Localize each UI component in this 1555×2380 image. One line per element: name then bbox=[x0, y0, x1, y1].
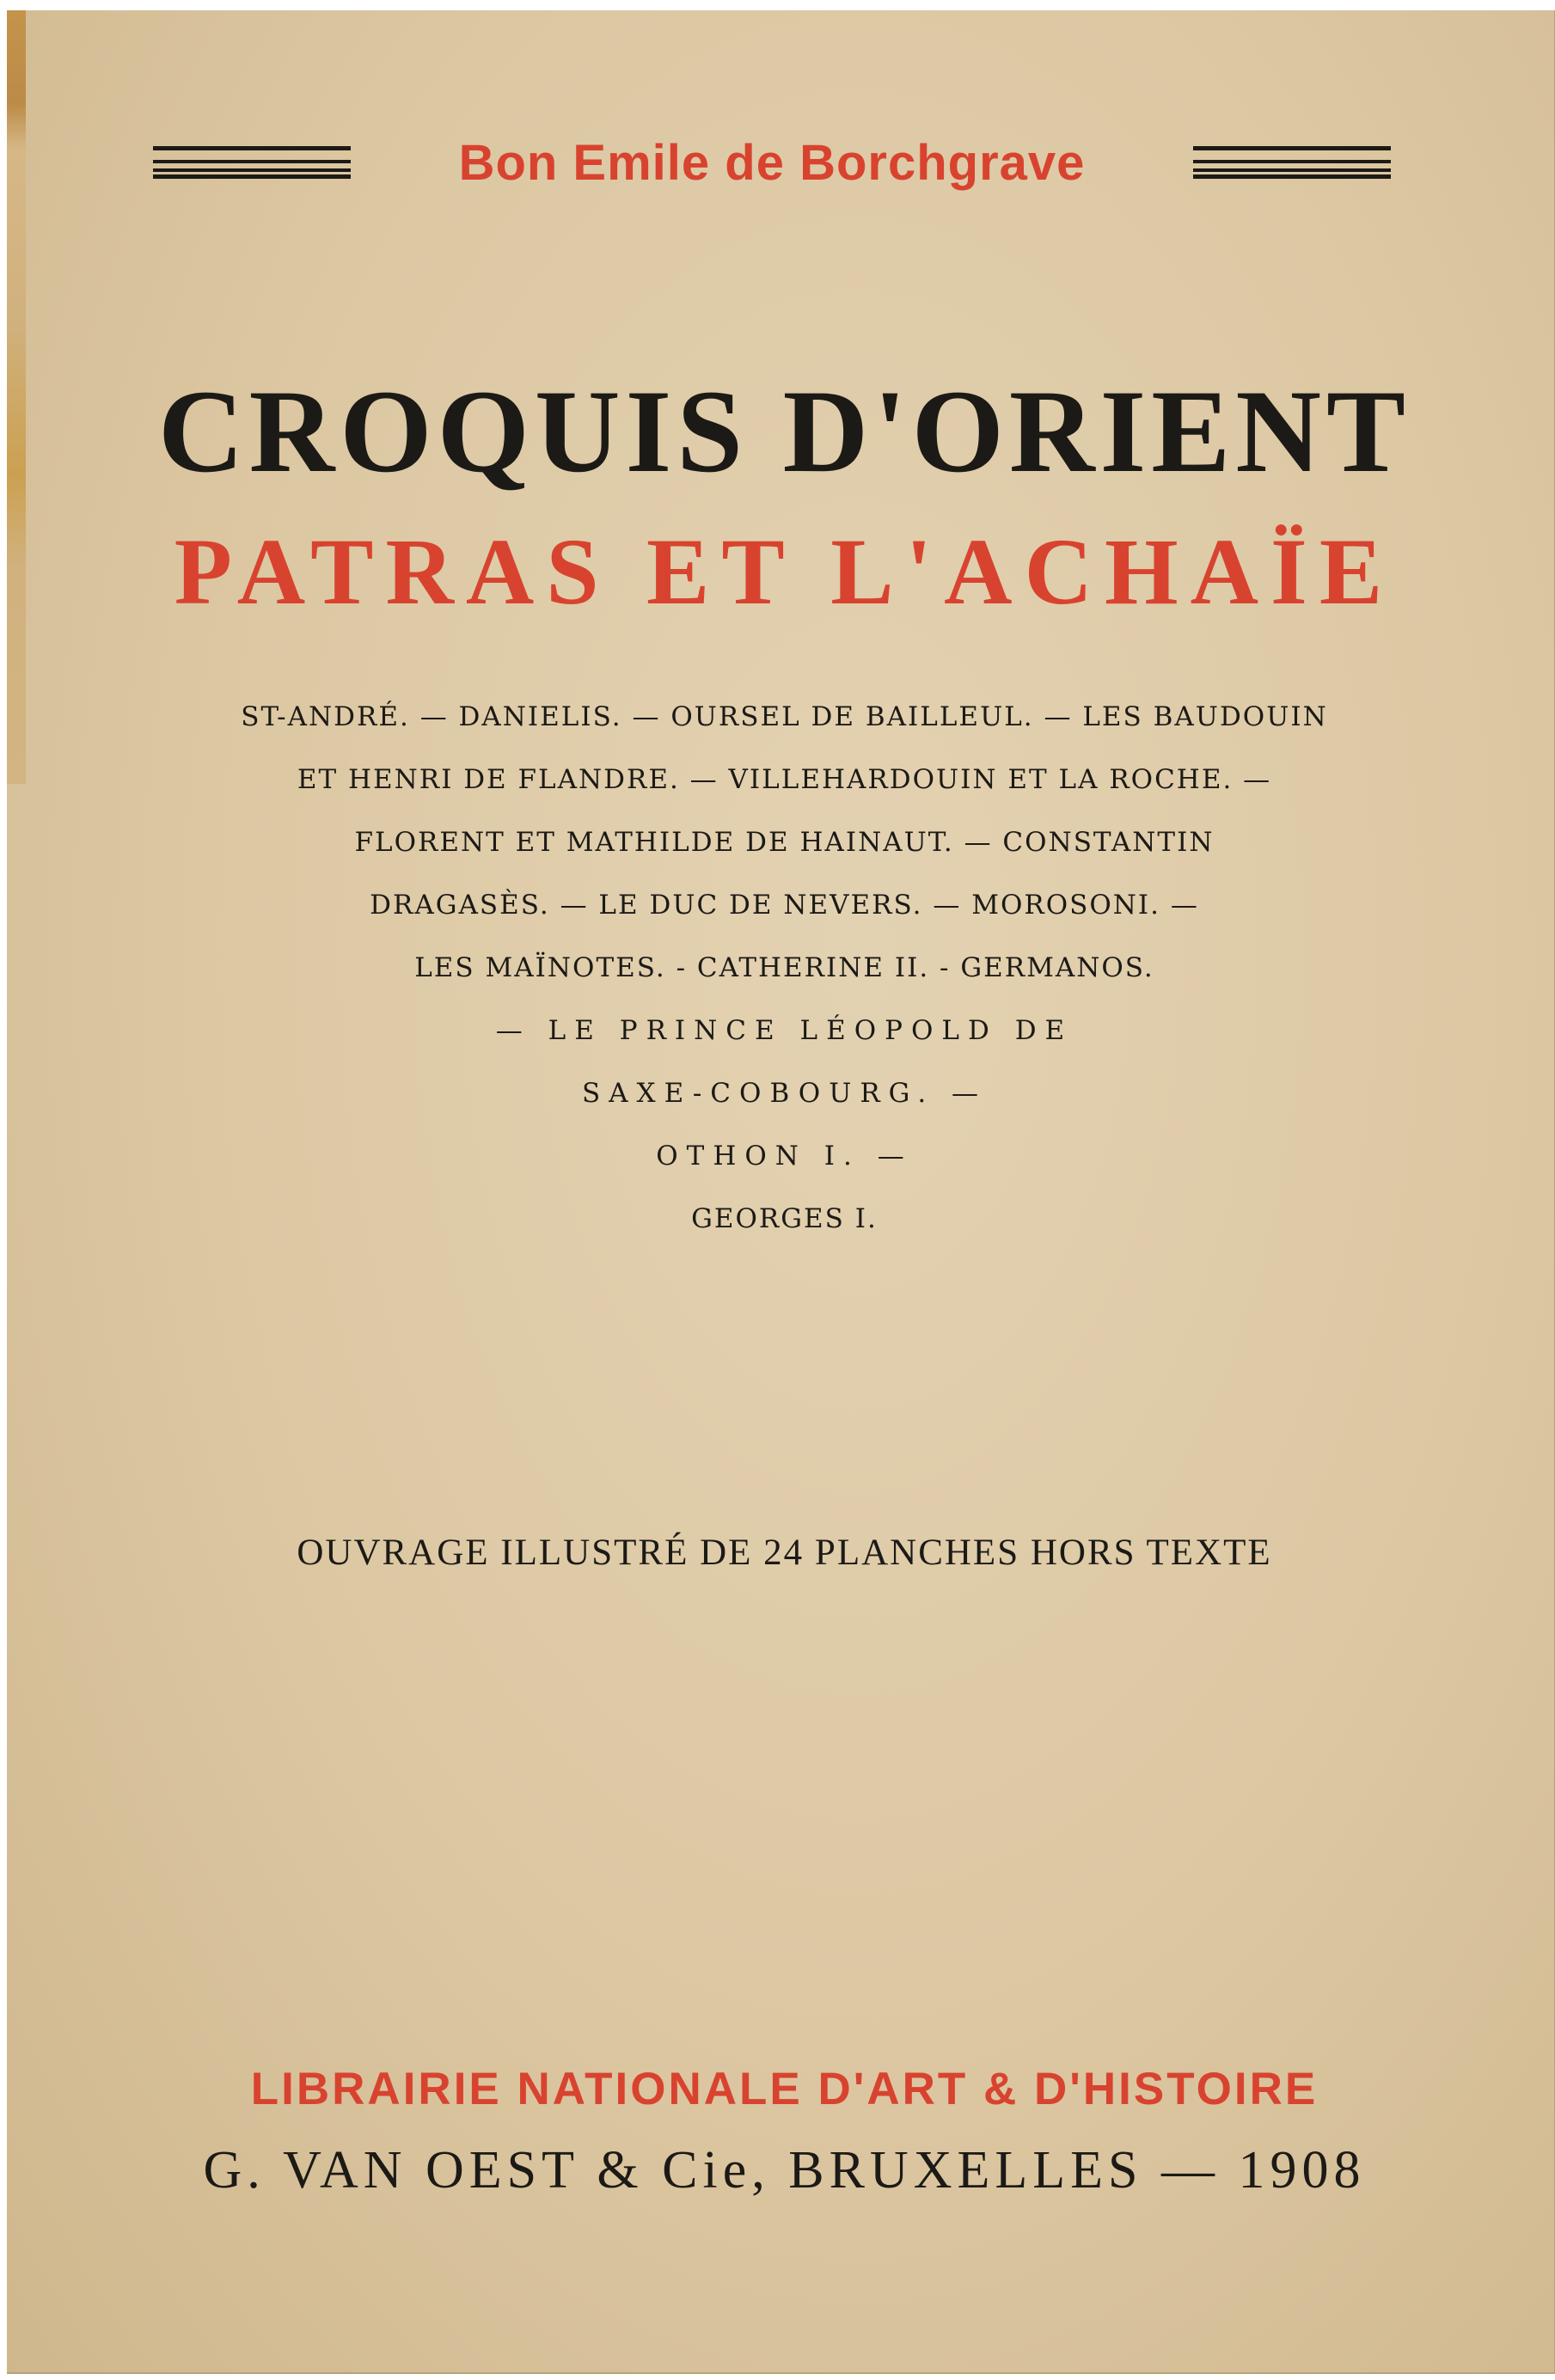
contents-list bbox=[93, 686, 1476, 1251]
contents-line: SAXE-COBOURG. — bbox=[581, 1078, 988, 1109]
book-title: CROQUIS D'ORIENT bbox=[157, 365, 1411, 497]
contents-line: LES MAÏNOTES. - CATHERINE II. - GERMANOS. bbox=[414, 952, 1154, 983]
contents-line: DRAGASÈS. — LE DUC DE NEVERS. — MOROSONI. — bbox=[370, 890, 1199, 921]
illustration-note: OUVRAGE ILLUSTRÉ DE 24 PLANCHES HORS TEXTE bbox=[297, 1533, 1272, 1573]
right-rule-ornament bbox=[1193, 146, 1391, 179]
contents-line: FLORENT ET MATHILDE DE HAINAUT. — CONSTANTIN bbox=[354, 827, 1215, 858]
publisher-name: LIBRAIRIE NATIONALE D'ART & D'HISTOIRE bbox=[250, 2064, 1319, 2114]
contents-line: ET HENRI DE FLANDRE. — VILLEHARDOUIN ET LA ROCHE. — bbox=[297, 764, 1272, 795]
author-header bbox=[153, 132, 1391, 193]
book-cover bbox=[7, 10, 1555, 2374]
contents-line: OTHON I. — bbox=[656, 1141, 913, 1172]
book-subtitle: PATRAS ET L'ACHAÏE bbox=[174, 519, 1395, 624]
left-rule-ornament bbox=[153, 146, 351, 179]
contents-line: ST-ANDRÉ. — DANIELIS. — OURSEL DE BAILLEUL. — LES BAUDOUIN bbox=[241, 701, 1328, 732]
imprint-line: G. VAN OEST & Cie, BRUXELLES — 1908 bbox=[203, 2141, 1366, 2200]
contents-line: GEORGES I. bbox=[691, 1203, 878, 1234]
author-name: Bon Emile de Borchgrave bbox=[458, 134, 1086, 191]
contents-line: — LE PRINCE LÉOPOLD DE bbox=[495, 1015, 1074, 1046]
